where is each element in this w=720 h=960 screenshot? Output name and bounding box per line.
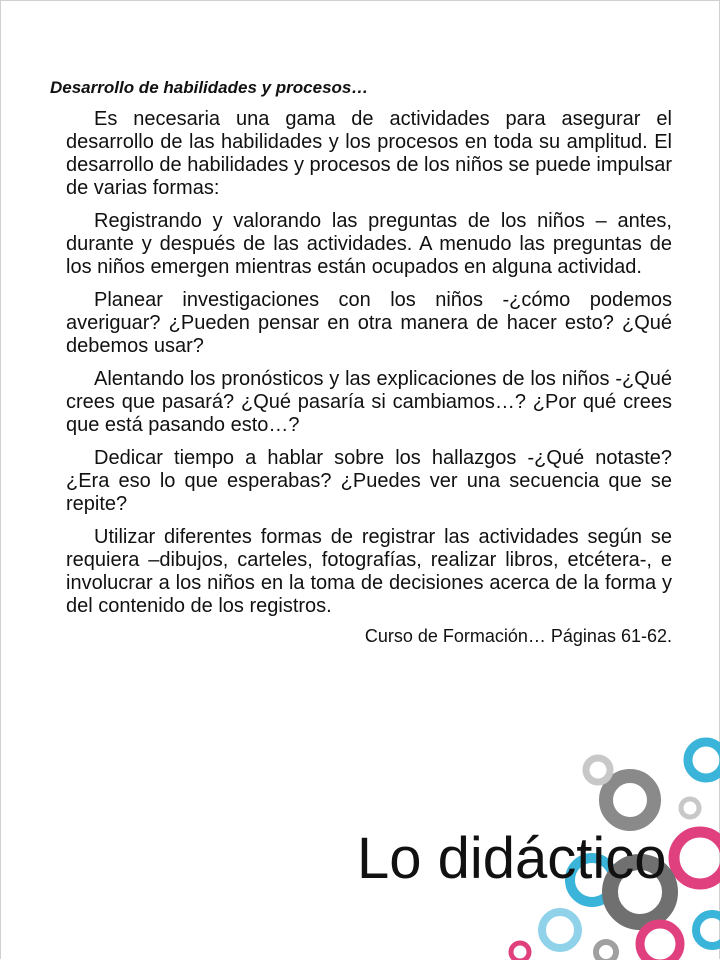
paragraph-planning-investigations: Planear investigaciones con los niños -¿cómo podemos averiguar? ¿Pueden pensar en otra manera de hacer esto? ¿Qué debemos usar? (66, 289, 672, 357)
document-body (50, 76, 672, 648)
ring-gray-small (596, 942, 616, 960)
paragraph-registering-questions: Registrando y valorando las preguntas de los niños – antes, durante y después de las actividades. A menudo las preguntas de los niños emergen mientras están ocupados en alguna actividad. (66, 210, 672, 278)
ring-cyan-bottom (696, 914, 720, 946)
ring-gray-large (606, 776, 654, 824)
section-heading: Desarrollo de habilidades y procesos… (50, 78, 369, 97)
citation: Curso de Formación… Páginas 61-62. (364, 626, 672, 646)
ring-pink-mid (674, 832, 720, 884)
slide-title: Lo didáctico (357, 826, 667, 891)
paragraph-recording: Utilizar diferentes formas de registrar las actividades según se requiera –dibujos, carteles, fotografías, realizar libros, etcétera-, e involucrar a los niños en la toma de decisiones acerca de la forma y del contenido de los registros. (66, 526, 672, 617)
ring-light-gray-2 (681, 799, 699, 817)
ring-cyan-top (688, 742, 720, 778)
paragraph-findings: Dedicar tiempo a hablar sobre los hallazgos -¿Qué notaste? ¿Era eso lo que esperabas? ¿Puedes ver una secuencia que se repite? (66, 447, 672, 515)
ring-light-cyan (542, 912, 578, 948)
ring-light-gray (586, 758, 610, 782)
paragraph-predictions: Alentando los pronósticos y las explicaciones de los niños -¿Qué crees que pasará? ¿Qué pasaría si cambiamos…? ¿Por qué crees que está pasando esto…? (66, 368, 672, 436)
paragraph-intro: Es necesaria una gama de actividades para asegurar el desarrollo de las habilidades y los procesos en toda su amplitud. El desarrollo de habilidades y procesos de los niños se puede impulsar de varias formas: (66, 108, 672, 199)
ring-pink-bottom (640, 924, 680, 960)
ring-pink-small (511, 943, 529, 960)
